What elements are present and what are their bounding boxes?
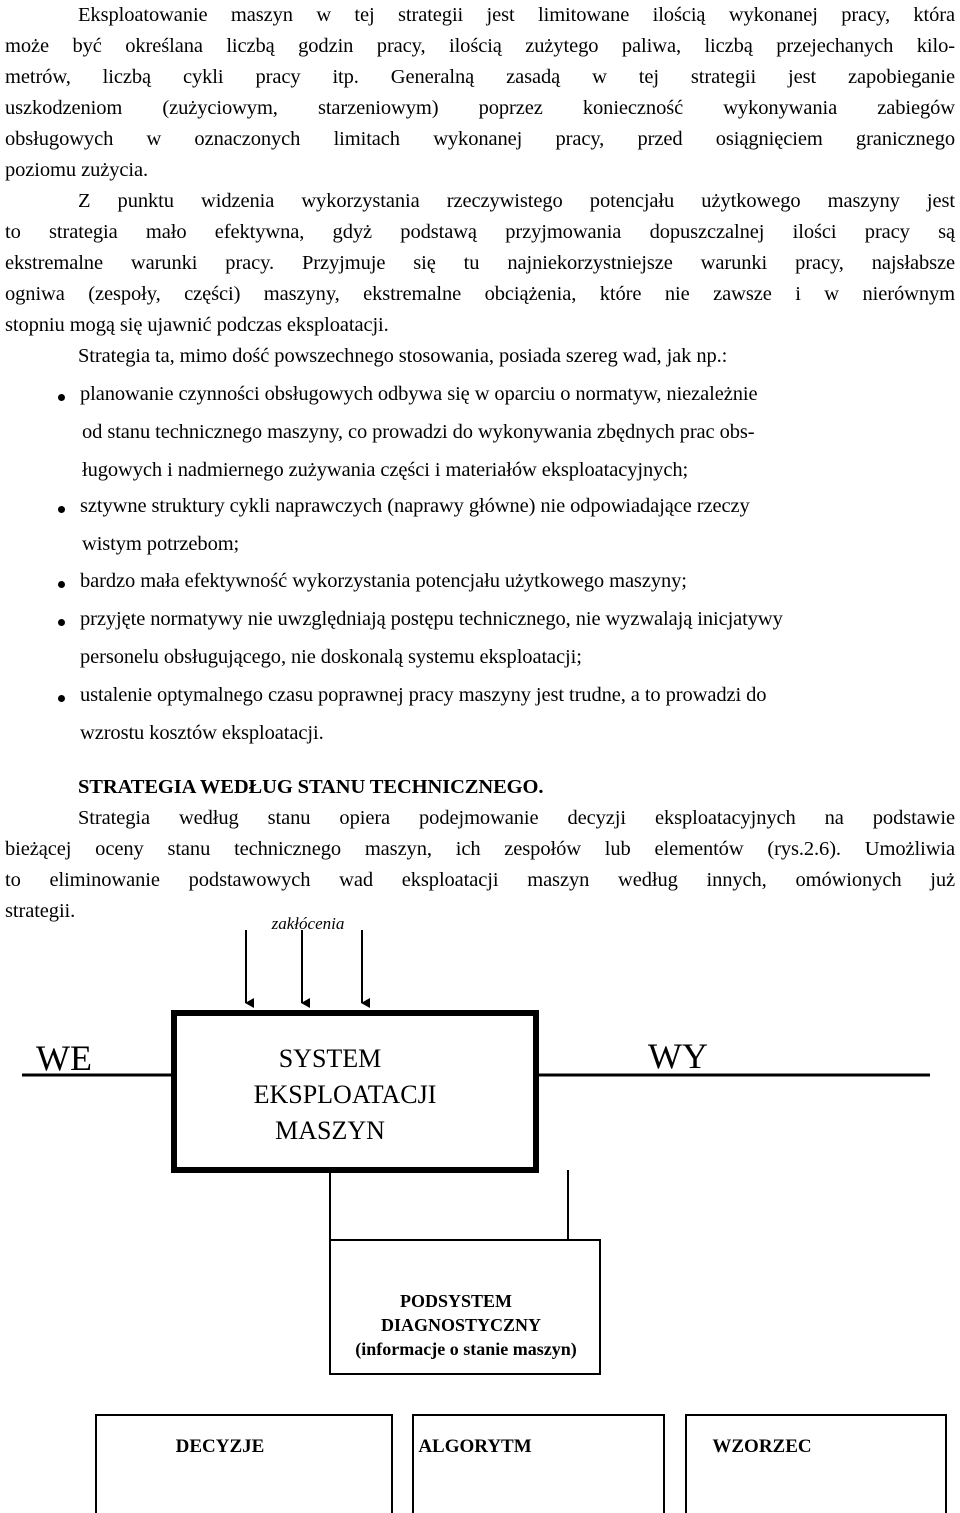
bullet-2-line-1: sztywne struktury cykli naprawczych (naprawy główne) nie odpowiadające rzeczy [80, 495, 750, 517]
bullet-5-line-1: ustalenie optymalnego czasu poprawnej pracy maszyny jest trudne, a to prowadzi do [80, 684, 767, 706]
section-heading: STRATEGIA WEDŁUG STANU TECHNICZNEGO. [78, 776, 544, 798]
decisions-box [96, 1415, 392, 1513]
output-label: WY [648, 1036, 708, 1076]
bullet-4-line-1: przyjęte normatywy nie uwzględniają postępu technicznego, nie wyzwalają inicjatywy [80, 608, 783, 630]
paragraph4-line-2: bieżącej oceny stanu technicznego maszyn, ich zespołów lub elementów (rys.2.6). Umożliwia [5, 838, 955, 860]
subsystem-label-line-1: PODSYSTEM [399, 1291, 513, 1311]
paragraph2-line-4: ogniwa (zespoły, części) maszyny, ekstremalne obciążenia, które nie zawsze i w nierównym [5, 283, 955, 305]
bullet-1-line-1: planowanie czynności obsługowych odbywa się w oparciu o normatyw, niezależnie [80, 383, 758, 405]
paragraph1-line-5: obsługowych w oznaczonych limitach wykonanej pracy, przed osiągnięciem granicznego [5, 128, 955, 150]
bullet-3-line-1: bardzo mała efektywność wykorzystania potencjału użytkowego maszyny; [80, 570, 687, 592]
bullet-1-line-3: ługowych i nadmiernego zużywania części i materiałów eksploatacyjnych; [82, 459, 689, 481]
bullet-icon [58, 506, 65, 513]
paragraph1-line-1: Eksploatowanie maszyn w tej strategii jest limitowane ilością wykonanej pracy, która [78, 4, 955, 26]
disturbance-arrows [246, 930, 362, 1003]
paragraph1-line-4: uszkodzeniom (zużyciowym, starzeniowym) poprzez konieczność wykonywania zabiegów [5, 97, 955, 119]
algorithm-box [413, 1415, 664, 1513]
decisions-label: DECYZJE [175, 1436, 265, 1457]
bullet-icon [58, 695, 65, 702]
disturbances-label: zakłócenia [271, 914, 345, 933]
system-diagram [0, 900, 960, 1513]
algorithm-label: ALGORYTM [418, 1436, 532, 1457]
bullet-1-line-2: od stanu technicznego maszyny, co prowadzi do wykonywania zbędnych prac obs- [82, 421, 755, 443]
paragraph1-line-3: metrów, liczbą cykli pracy itp. Generalną zasadą w tej strategii jest zapobieganie [5, 66, 955, 88]
pattern-box [686, 1415, 946, 1513]
subsystem-label-line-3: (informacje o stanie maszyn) [355, 1339, 577, 1359]
bullet-icon [58, 581, 65, 588]
subsystem-label-line-2: DIAGNOSTYCZNY [380, 1315, 542, 1335]
paragraph1-line-2: może być określana liczbą godzin pracy, ilością zużytego paliwa, liczbą przejechanych kilo- [5, 35, 955, 57]
paragraph4-line-1: Strategia według stanu opiera podejmowanie decyzji eksploatacyjnych na podstawie [78, 807, 955, 829]
bullet-icon [58, 619, 65, 626]
paragraph1-line-6: poziomu zużycia. [5, 159, 148, 181]
bullet-5-line-2: wzrostu kosztów eksploatacji. [80, 722, 324, 744]
bullet-2-line-2: wistym potrzebom; [82, 533, 240, 555]
paragraph2-line-3: ekstremalne warunki pracy. Przyjmuje się tu najniekorzystniejsze warunki pracy, najsłabsze [5, 252, 955, 274]
system-label-line-2: EKSPLOATACJI [253, 1080, 437, 1109]
paragraph4-line-4: strategii. [5, 900, 76, 922]
paragraph3: Strategia ta, mimo dość powszechnego stosowania, posiada szereg wad, jak np.: [78, 345, 728, 367]
system-label-line-1: SYSTEM [278, 1044, 382, 1073]
pattern-label: WZORZEC [712, 1436, 812, 1457]
paragraph4-line-3: to eliminowanie podstawowych wad eksploatacji maszyn według innych, omówionych już [5, 869, 955, 891]
bullet-icon [58, 394, 65, 401]
paragraph2-line-1: Z punktu widzenia wykorzystania rzeczywistego potencjału użytkowego maszyny jest [78, 190, 955, 212]
paragraph2-line-2: to strategia mało efektywna, gdyż podstawą przyjmowania dopuszczalnej ilości pracy są [5, 221, 955, 243]
input-label: WE [36, 1038, 92, 1078]
paragraph2-line-5: stopniu mogą się ujawnić podczas eksploatacji. [5, 314, 389, 336]
system-label-line-3: MASZYN [275, 1116, 385, 1145]
bullet-4-line-2: personelu obsługującego, nie doskonalą systemu eksploatacji; [80, 646, 582, 668]
